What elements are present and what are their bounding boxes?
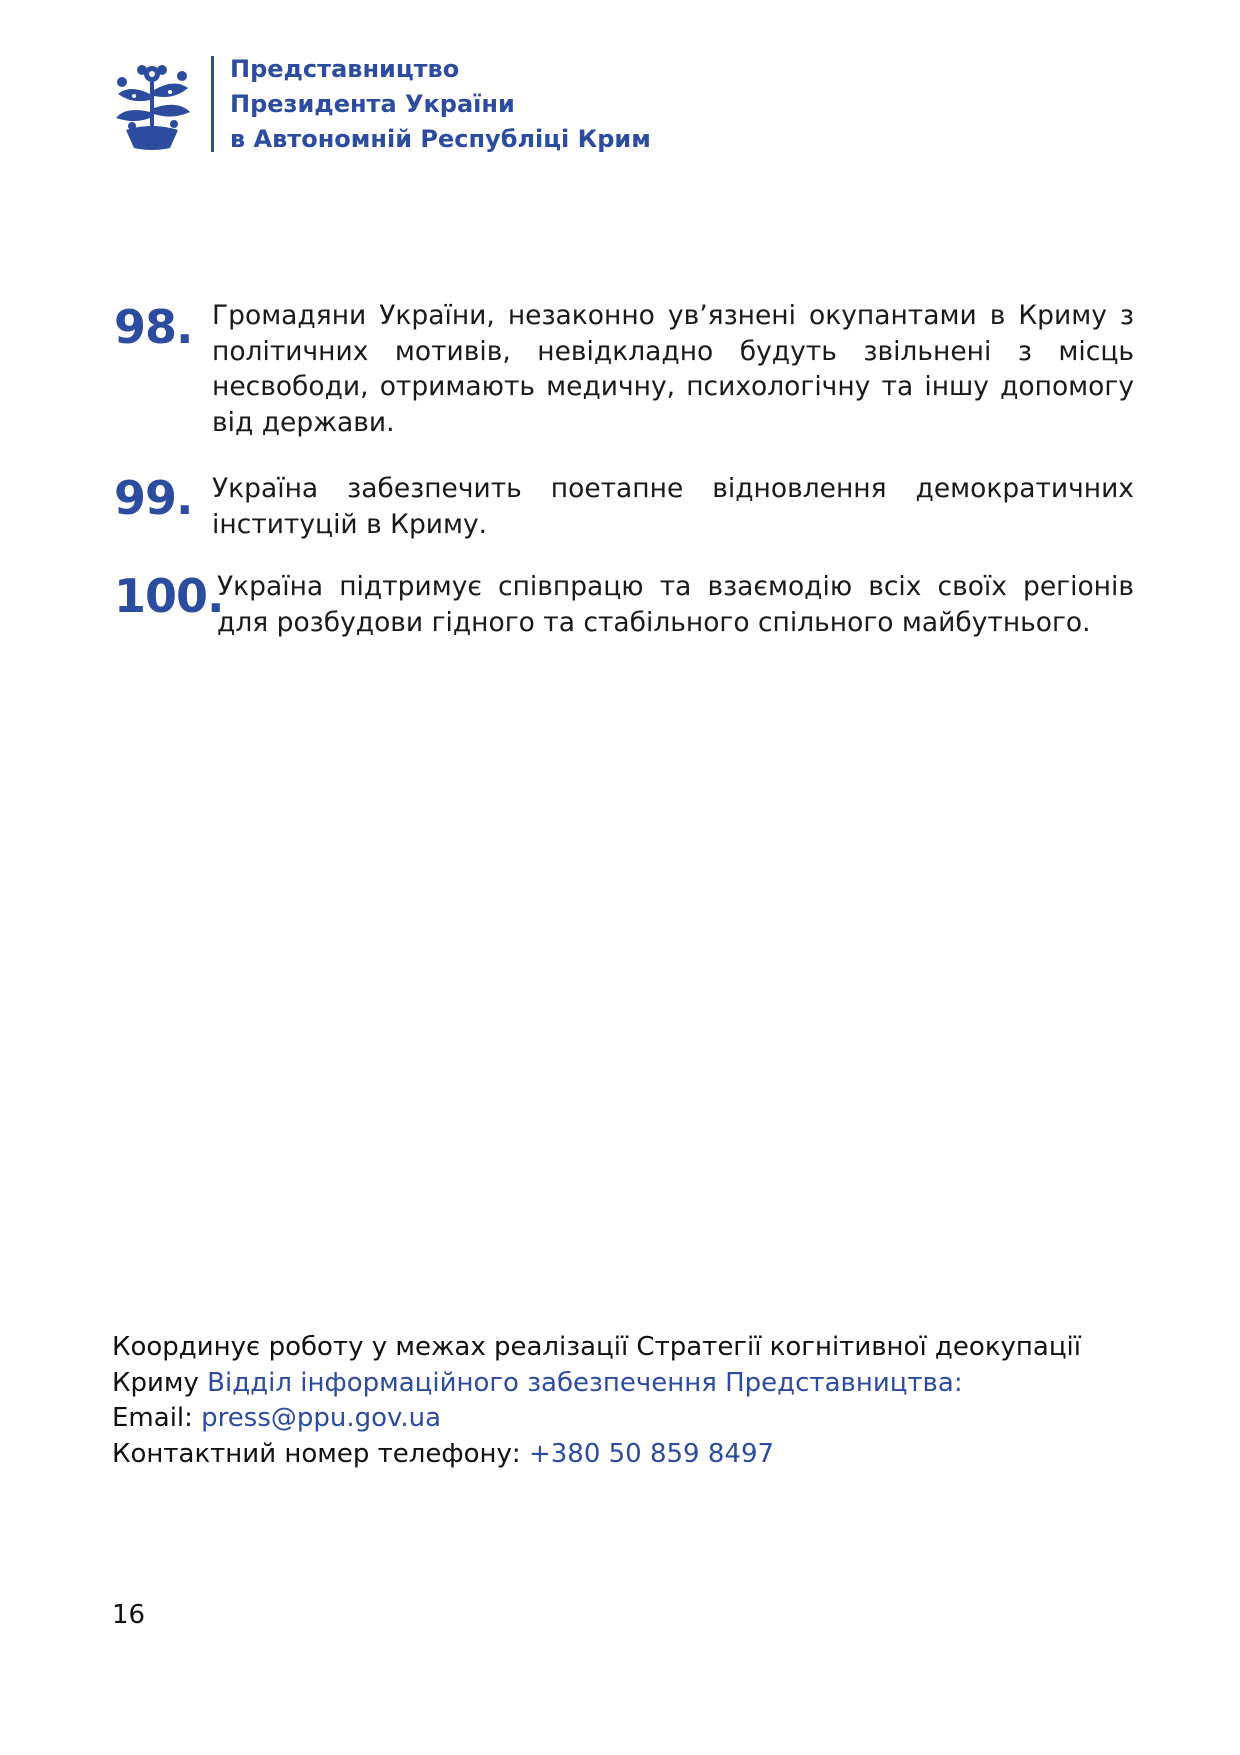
item-text: Україна підтримує співпрацю та взаємодію всіх своїх регіонів для розбудови гідного та стабільного спільного майбутнього. (217, 571, 1134, 638)
phone-link[interactable]: +380 50 859 8497 (528, 1438, 775, 1469)
phone-line (112, 1437, 1112, 1473)
crimean-flower-ornament-icon (112, 60, 192, 152)
item-number: 99. (114, 471, 193, 525)
header-divider (211, 56, 214, 152)
email-line (112, 1401, 1112, 1437)
email-link[interactable]: press@ppu.gov.ua (201, 1403, 442, 1433)
email-label: Email: (112, 1403, 193, 1433)
page-number: 16 (112, 1600, 146, 1630)
org-line-2: Президента України (230, 90, 515, 118)
contact-footer (112, 1330, 1112, 1472)
header (112, 52, 812, 160)
item-text: Україна забезпечить поетапне відновлення демократичних інституцій в Криму. (212, 473, 1134, 540)
item-number: 98. (114, 300, 193, 354)
org-line-3: в Автономній Республіці Крим (230, 125, 651, 153)
item-number: 100. (114, 569, 224, 623)
org-line-1: Представництво (230, 55, 460, 83)
phone-label: Контактний номер телефону: (112, 1438, 521, 1469)
organization-name (230, 52, 651, 157)
coordination-paragraph (112, 1330, 1112, 1401)
item-text: Громадяни України, незаконно ув’язнені окупантами в Криму з політичних мотивів, невідкладно будуть звільнені з місць несвободи, отримають медичну, психологічну та іншу допомогу від держави. (212, 300, 1134, 438)
coordination-text: Координує роботу у межах реалізації Стратегії когнітивної деокупації Криму (112, 1332, 1081, 1398)
department-name: Відділ інформаційного забезпечення Представництва: (207, 1367, 963, 1398)
